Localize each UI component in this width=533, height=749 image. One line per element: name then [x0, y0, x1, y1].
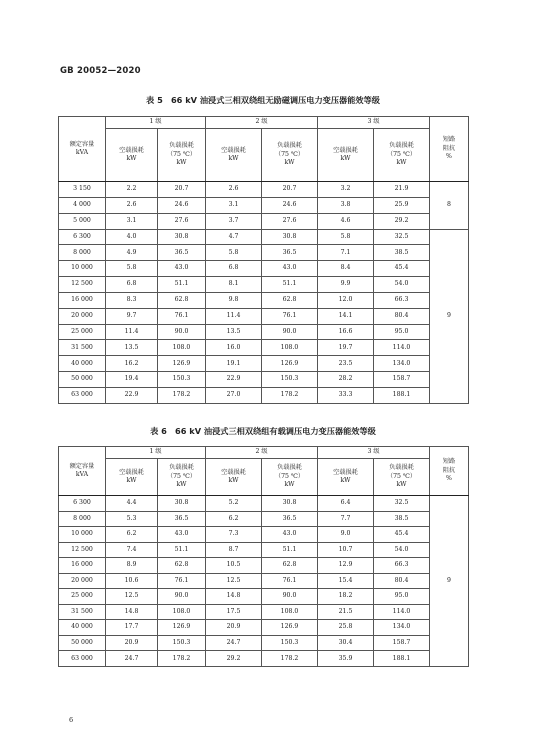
- capacity-cell: 8 000: [59, 511, 106, 527]
- table-row: [59, 372, 469, 388]
- table-row: [59, 496, 469, 512]
- table5-caption: 表 5 66 kV 油浸式三相双绕组无励磁调压电力变压器能效等级: [146, 95, 380, 105]
- table-row: [59, 356, 469, 372]
- table-row: [59, 651, 469, 667]
- table-cell: 3.7: [206, 213, 262, 229]
- impedance-cell: 8: [430, 182, 469, 230]
- table-cell: 20.7: [262, 182, 318, 198]
- table-cell: 36.5: [262, 511, 318, 527]
- table-cell: 6.2: [206, 511, 262, 527]
- table-cell: 126.9: [158, 356, 206, 372]
- header-load-loss: 负载损耗 （75 ℃） kW: [158, 129, 206, 182]
- table-cell: 24.7: [206, 635, 262, 651]
- table-cell: 9.0: [318, 527, 374, 543]
- table-row: [59, 604, 469, 620]
- table-cell: 45.4: [374, 527, 430, 543]
- capacity-cell: 63 000: [59, 651, 106, 667]
- header-grade-3: 3 级: [318, 447, 430, 459]
- table-cell: 9.9: [318, 277, 374, 293]
- table-cell: 51.1: [158, 277, 206, 293]
- table-cell: 13.5: [106, 340, 158, 356]
- table-cell: 38.5: [374, 245, 430, 261]
- capacity-cell: 4 000: [59, 197, 106, 213]
- header-load-loss: 负载损耗 （75 ℃） kW: [374, 459, 430, 496]
- table-cell: 2.6: [206, 182, 262, 198]
- table-cell: 126.9: [262, 620, 318, 636]
- table-cell: 23.5: [318, 356, 374, 372]
- header-grade-2: 2 级: [206, 117, 318, 129]
- table-cell: 16.0: [206, 340, 262, 356]
- table-cell: 158.7: [374, 635, 430, 651]
- table-cell: 5.8: [318, 229, 374, 245]
- table-cell: 76.1: [262, 573, 318, 589]
- table-cell: 8.3: [106, 292, 158, 308]
- table-cell: 54.0: [374, 542, 430, 558]
- capacity-cell: 63 000: [59, 387, 106, 403]
- table-cell: 3.1: [206, 197, 262, 213]
- table-cell: 43.0: [158, 527, 206, 543]
- table-cell: 6.4: [318, 496, 374, 512]
- table-row: [59, 245, 469, 261]
- table-cell: 28.2: [318, 372, 374, 388]
- table-cell: 22.9: [206, 372, 262, 388]
- table-cell: 62.8: [158, 292, 206, 308]
- table-cell: 43.0: [262, 261, 318, 277]
- table-cell: 3.1: [106, 213, 158, 229]
- table-cell: 51.1: [158, 542, 206, 558]
- capacity-cell: 5 000: [59, 213, 106, 229]
- capacity-cell: 12 500: [59, 277, 106, 293]
- table-cell: 178.2: [158, 387, 206, 403]
- table-row: [59, 277, 469, 293]
- table-cell: 4.0: [106, 229, 158, 245]
- table-cell: 32.5: [374, 229, 430, 245]
- table-row: [59, 527, 469, 543]
- table-cell: 108.0: [158, 604, 206, 620]
- table-cell: 134.0: [374, 620, 430, 636]
- header-short-circuit-impedance: 短路 阻抗 %: [430, 117, 469, 182]
- table-cell: 16.2: [106, 356, 158, 372]
- table-cell: 5.8: [206, 245, 262, 261]
- table-row: [59, 197, 469, 213]
- header-load-loss: 负载损耗 （75 ℃） kW: [262, 459, 318, 496]
- table-cell: 66.3: [374, 558, 430, 574]
- table-cell: 51.1: [262, 277, 318, 293]
- table-cell: 30.8: [262, 229, 318, 245]
- table-cell: 38.5: [374, 511, 430, 527]
- table-cell: 62.8: [262, 558, 318, 574]
- table-cell: 178.2: [262, 651, 318, 667]
- table-cell: 16.6: [318, 324, 374, 340]
- table-cell: 8.4: [318, 261, 374, 277]
- table-cell: 5.8: [106, 261, 158, 277]
- table-row: [59, 340, 469, 356]
- table-row: [59, 511, 469, 527]
- table5: [58, 116, 469, 404]
- table-cell: 27.6: [158, 213, 206, 229]
- impedance-cell: 9: [430, 496, 469, 667]
- table-row: [59, 542, 469, 558]
- table-row: [59, 589, 469, 605]
- table-cell: 134.0: [374, 356, 430, 372]
- table-cell: 12.9: [318, 558, 374, 574]
- header-short-circuit-impedance: 短路 阻抗 %: [430, 447, 469, 496]
- header-grade-1: 1 级: [106, 447, 206, 459]
- table-cell: 36.5: [262, 245, 318, 261]
- table-cell: 66.3: [374, 292, 430, 308]
- table-cell: 12.5: [206, 573, 262, 589]
- table-cell: 18.2: [318, 589, 374, 605]
- table-cell: 12.0: [318, 292, 374, 308]
- table-cell: 11.4: [106, 324, 158, 340]
- table-cell: 8.9: [106, 558, 158, 574]
- table-cell: 12.5: [106, 589, 158, 605]
- capacity-cell: 3 150: [59, 182, 106, 198]
- table-cell: 27.0: [206, 387, 262, 403]
- header-grade-3: 3 级: [318, 117, 430, 129]
- header-noload-loss: 空载损耗 kW: [206, 459, 262, 496]
- table-cell: 24.6: [262, 197, 318, 213]
- table-cell: 7.1: [318, 245, 374, 261]
- page-number: 6: [69, 716, 74, 724]
- impedance-cell: 9: [430, 229, 469, 403]
- table-cell: 108.0: [158, 340, 206, 356]
- table-cell: 43.0: [158, 261, 206, 277]
- table-row: [59, 229, 469, 245]
- table-cell: 108.0: [262, 340, 318, 356]
- capacity-cell: 31 500: [59, 340, 106, 356]
- capacity-cell: 20 000: [59, 308, 106, 324]
- table-cell: 114.0: [374, 604, 430, 620]
- table-cell: 45.4: [374, 261, 430, 277]
- table-cell: 80.4: [374, 573, 430, 589]
- table-cell: 27.6: [262, 213, 318, 229]
- table-row: [59, 635, 469, 651]
- table-cell: 36.5: [158, 245, 206, 261]
- table-cell: 188.1: [374, 387, 430, 403]
- table-cell: 19.1: [206, 356, 262, 372]
- capacity-cell: 50 000: [59, 372, 106, 388]
- capacity-cell: 6 300: [59, 229, 106, 245]
- table-cell: 90.0: [158, 324, 206, 340]
- table-cell: 6.2: [106, 527, 158, 543]
- table-cell: 150.3: [158, 372, 206, 388]
- header-load-loss: 负载损耗 （75 ℃） kW: [158, 459, 206, 496]
- header-load-loss: 负载损耗 （75 ℃） kW: [374, 129, 430, 182]
- table-cell: 24.6: [158, 197, 206, 213]
- table-cell: 2.6: [106, 197, 158, 213]
- table-cell: 19.7: [318, 340, 374, 356]
- header-capacity: 额定容量 kVA: [59, 117, 106, 182]
- table-cell: 4.6: [318, 213, 374, 229]
- table-cell: 150.3: [262, 635, 318, 651]
- capacity-cell: 50 000: [59, 635, 106, 651]
- table-cell: 4.7: [206, 229, 262, 245]
- standard-number: GB 20052—2020: [60, 66, 141, 76]
- table-cell: 17.7: [106, 620, 158, 636]
- table-cell: 36.5: [158, 511, 206, 527]
- table-cell: 3.2: [318, 182, 374, 198]
- table-cell: 10.7: [318, 542, 374, 558]
- table-cell: 150.3: [158, 635, 206, 651]
- table-cell: 29.2: [206, 651, 262, 667]
- table-cell: 14.8: [206, 589, 262, 605]
- table-cell: 17.5: [206, 604, 262, 620]
- table-cell: 2.2: [106, 182, 158, 198]
- header-noload-loss: 空载损耗 kW: [318, 129, 374, 182]
- table-row: [59, 182, 469, 198]
- table-cell: 6.8: [106, 277, 158, 293]
- table-cell: 90.0: [262, 324, 318, 340]
- table-cell: 10.5: [206, 558, 262, 574]
- table-cell: 8.7: [206, 542, 262, 558]
- table-row: [59, 387, 469, 403]
- table-cell: 8.1: [206, 277, 262, 293]
- table-cell: 158.7: [374, 372, 430, 388]
- table-cell: 188.1: [374, 651, 430, 667]
- table-cell: 30.8: [158, 229, 206, 245]
- table-cell: 22.9: [106, 387, 158, 403]
- capacity-cell: 12 500: [59, 542, 106, 558]
- table-cell: 51.1: [262, 542, 318, 558]
- capacity-cell: 25 000: [59, 589, 106, 605]
- table-row: [59, 308, 469, 324]
- table-cell: 126.9: [158, 620, 206, 636]
- header-grade-2: 2 级: [206, 447, 318, 459]
- table-cell: 76.1: [158, 308, 206, 324]
- table-cell: 20.9: [106, 635, 158, 651]
- table-cell: 33.3: [318, 387, 374, 403]
- capacity-cell: 8 000: [59, 245, 106, 261]
- capacity-cell: 10 000: [59, 527, 106, 543]
- table-cell: 29.2: [374, 213, 430, 229]
- table-cell: 21.5: [318, 604, 374, 620]
- table-cell: 7.3: [206, 527, 262, 543]
- table-cell: 15.4: [318, 573, 374, 589]
- header-noload-loss: 空载损耗 kW: [106, 459, 158, 496]
- header-noload-loss: 空载损耗 kW: [206, 129, 262, 182]
- header-grade-1: 1 级: [106, 117, 206, 129]
- capacity-cell: 25 000: [59, 324, 106, 340]
- table6-caption: 表 6 66 kV 油浸式三相双绕组有载调压电力变压器能效等级: [150, 426, 376, 436]
- table-row: [59, 620, 469, 636]
- table-cell: 32.5: [374, 496, 430, 512]
- table-cell: 90.0: [262, 589, 318, 605]
- table-cell: 30.8: [158, 496, 206, 512]
- table-cell: 178.2: [262, 387, 318, 403]
- table-cell: 76.1: [158, 573, 206, 589]
- table-cell: 35.9: [318, 651, 374, 667]
- table-cell: 4.9: [106, 245, 158, 261]
- table-cell: 178.2: [158, 651, 206, 667]
- table-cell: 24.7: [106, 651, 158, 667]
- table-cell: 3.8: [318, 197, 374, 213]
- capacity-cell: 31 500: [59, 604, 106, 620]
- table-cell: 5.3: [106, 511, 158, 527]
- table-row: [59, 292, 469, 308]
- table-cell: 6.8: [206, 261, 262, 277]
- table-row: [59, 558, 469, 574]
- table-cell: 13.5: [206, 324, 262, 340]
- table-row: [59, 324, 469, 340]
- capacity-cell: 6 300: [59, 496, 106, 512]
- table-cell: 9.7: [106, 308, 158, 324]
- header-noload-loss: 空载损耗 kW: [318, 459, 374, 496]
- table-cell: 25.9: [374, 197, 430, 213]
- table-cell: 126.9: [262, 356, 318, 372]
- header-capacity: 额定容量 kVA: [59, 447, 106, 496]
- table-cell: 30.4: [318, 635, 374, 651]
- table-cell: 9.8: [206, 292, 262, 308]
- table-cell: 30.8: [262, 496, 318, 512]
- table-cell: 20.9: [206, 620, 262, 636]
- table-cell: 14.1: [318, 308, 374, 324]
- table-cell: 114.0: [374, 340, 430, 356]
- capacity-cell: 16 000: [59, 558, 106, 574]
- table-cell: 76.1: [262, 308, 318, 324]
- table-cell: 7.4: [106, 542, 158, 558]
- table-row: [59, 213, 469, 229]
- capacity-cell: 40 000: [59, 620, 106, 636]
- table6: [58, 446, 469, 667]
- table-cell: 11.4: [206, 308, 262, 324]
- table-row: [59, 573, 469, 589]
- table-cell: 10.6: [106, 573, 158, 589]
- table-cell: 80.4: [374, 308, 430, 324]
- table-cell: 14.8: [106, 604, 158, 620]
- table-cell: 95.0: [374, 324, 430, 340]
- table-cell: 4.4: [106, 496, 158, 512]
- header-load-loss: 负载损耗 （75 ℃） kW: [262, 129, 318, 182]
- table-cell: 108.0: [262, 604, 318, 620]
- capacity-cell: 16 000: [59, 292, 106, 308]
- header-noload-loss: 空载损耗 kW: [106, 129, 158, 182]
- table-cell: 150.3: [262, 372, 318, 388]
- table-cell: 19.4: [106, 372, 158, 388]
- table-cell: 20.7: [158, 182, 206, 198]
- table-cell: 7.7: [318, 511, 374, 527]
- capacity-cell: 40 000: [59, 356, 106, 372]
- table-cell: 95.0: [374, 589, 430, 605]
- table-cell: 25.8: [318, 620, 374, 636]
- table-cell: 54.0: [374, 277, 430, 293]
- table-cell: 21.9: [374, 182, 430, 198]
- capacity-cell: 10 000: [59, 261, 106, 277]
- table-cell: 62.8: [262, 292, 318, 308]
- table-cell: 43.0: [262, 527, 318, 543]
- table-row: [59, 261, 469, 277]
- capacity-cell: 20 000: [59, 573, 106, 589]
- table-cell: 5.2: [206, 496, 262, 512]
- table-cell: 90.0: [158, 589, 206, 605]
- table-cell: 62.8: [158, 558, 206, 574]
